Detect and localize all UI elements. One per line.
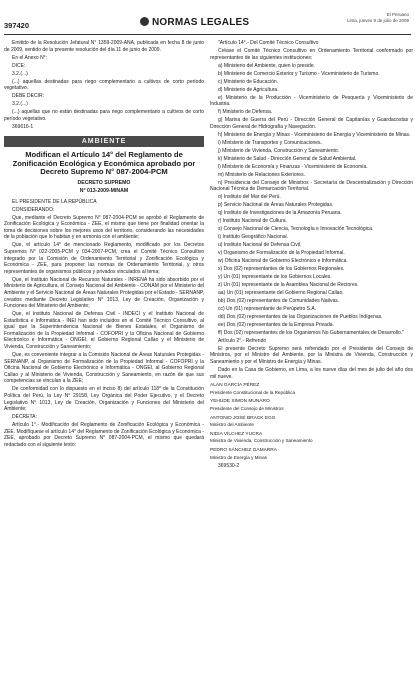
president-line: EL PRESIDENTE DE LA REPÚBLICA	[12, 198, 97, 205]
decree-label: DECRETO SUPREMO	[77, 180, 131, 187]
header-place: El Peruano	[386, 12, 409, 17]
intro-paragraph: 3.2.(...)	[12, 101, 28, 108]
body-paragraph: Que, es conveniente integrar a la Comisión Nacional de Áreas Naturales Protegidas - SERNANP, al Organismo de Formalización de la Propiedad Informal - COFOPRI y la Oficina Nacional de Gobierno Electrónico e Informática - ONGEI, al Gobierno Regional Callao y al Ministerio de Vivienda, Construcción y Saneamiento, en razón de que sus competencias se vinculan a la ZEE;	[4, 352, 204, 385]
page-number: 397420	[4, 21, 30, 30]
intro-paragraph: (...) aquellas destinadas para riego complementario a cultivos de corto período vegetativo.	[4, 78, 204, 92]
member-item: cc) Un (01) representante de Perúpetro S.A.	[218, 305, 317, 312]
signature	[210, 383, 413, 396]
publication-logo	[140, 17, 249, 28]
member-item: o) Instituto del Mar del Perú.	[218, 194, 281, 201]
article-2-heading: Artículo 2°.- Refrendo	[218, 337, 267, 344]
body-paragraph: De conformidad con lo dispuesto en el inciso 8) del artículo 118° de la Constitución Política del Perú, la Ley N° 29158, Ley Orgánica del Poder Ejecutivo, y el Decreto Legislativo N° 1013, Ley de Creación, Organización y Funciones del Ministerio del Ambiente;	[4, 386, 204, 413]
article-1: Artículo 1°.- Modificación del Reglamento de Zonificación Ecológica y Económica - ZEE. Modifíquese el artículo 14° del Reglamento de Zonificación Ecológica y Económica - ZEE, aprobado por Decreto Supremo N° 087-2004-PCM, el mismo que quedará redactado con el siguiente texto:	[4, 422, 204, 448]
document-code: 369530-2	[218, 463, 240, 470]
body-paragraph: Que, el artículo 14° de mencionado Reglamento, modificado por los Decretos Supremos N° 022-2005-PCM y 034-2007-PCM, crea el Comité Técnico Consultivo integrado por la Comisión de Ordenamiento Territorial y Zonificación Ecológica y Económica - ZEE, para proponer las normas de Ordenamiento Territorial, y otros representantes de organismos públicos y privados vinculados al tema;	[4, 242, 204, 275]
member-item: a) Ministerio del Ambiente, quien lo preside.	[218, 62, 315, 69]
signatory-charge: Ministro del Ambiente	[210, 422, 254, 428]
left-column	[4, 40, 204, 450]
intro-paragraph: En el Anexo N°:	[12, 54, 48, 61]
article-2-body: El presente Decreto Supremo será refrendado por el Presidente del Consejo de Ministros, por el Ministro del Ambiente, por la Ministra de Vivienda, Construcción y Saneamiento y por el Ministro de Energía y Minas.	[210, 345, 413, 366]
intro-code: 369616-1	[12, 123, 34, 130]
member-item: q) Instituto de Investigaciones de la Amazonía Peruana.	[218, 210, 342, 217]
intro-paragraph: Emitido de la Resolución Jefatural N° 1359-2009-ANA, publicada en fecha 8 de junio de 2009, sentido de la presente resolución del día 11 de junio de 2009.	[4, 40, 204, 53]
member-item: r) Instituto Nacional de Cultura.	[218, 218, 287, 225]
publication-name: NORMAS LEGALES	[152, 17, 250, 28]
intro-paragraph: 3.2.(...)	[12, 70, 28, 77]
member-item: i) Ministerio de Transportes y Comunicaciones.	[218, 139, 322, 146]
member-item: h) Ministerio de Energía y Minas - Viceministerio de Energía y Viceministerio de Minas.	[218, 131, 411, 138]
right-column	[210, 40, 413, 471]
header-rule	[4, 34, 411, 35]
member-item: aa) Un (01) representante del Gobierno Regional Callao.	[218, 289, 344, 296]
intro-paragraph: DICE:	[12, 62, 26, 69]
member-item: j) Ministerio de Vivienda, Construcción y Saneamiento.	[218, 147, 340, 154]
member-item: bb) Dos (02) representantes de Comunidades Nativas.	[218, 297, 340, 304]
member-item: ff) Dos (02) representantes de los Organismos No Gubernamentales de Desarrollo."	[218, 329, 404, 336]
member-item: e) Ministerio de la Producción - Viceministerio de Pesquería y Viceministerio de Industria.	[210, 94, 413, 108]
decree-number: N° 013-2009-MINAM	[79, 188, 129, 195]
member-item: f) Ministerio de Defensa.	[218, 109, 273, 116]
member-item: l) Ministerio de Economía y Finanzas - Viceministerio de Economía.	[218, 163, 368, 170]
member-item: z) Un (01) representante de la Asamblea Nacional de Rectores.	[218, 281, 359, 288]
member-item: b) Ministerio de Comercio Exterior y Turismo - Viceministerio de Turismo.	[218, 70, 380, 77]
member-item: dd) Dos (02) representantes de las Organizaciones de Pueblos Indígenas.	[218, 313, 383, 320]
member-item: v) Organismo de Formalización de la Propiedad Informal.	[218, 250, 345, 257]
header-date: Lima, jueves 9 de julio de 2009	[346, 18, 409, 23]
member-item: y) Un (01) representante de los Gobiernos Locales.	[218, 273, 332, 280]
signatory-charge: Presidente del Consejo de Ministros	[210, 405, 284, 411]
member-item: x) Dos (02) representantes de los Gobiernos Regionales.	[218, 265, 345, 272]
signatory-name: ANTONIO JOSÉ BRACK EGG	[210, 415, 276, 421]
page-header	[0, 0, 415, 40]
signature	[210, 416, 413, 429]
header-meta	[347, 12, 409, 24]
member-item: k) Ministerio de Salud - Dirección General de Salud Ambiental.	[218, 155, 357, 162]
member-item: p) Servicio Nacional de Áreas Naturales Protegidas.	[218, 202, 334, 209]
member-item: c) Ministerio de Educación.	[218, 78, 279, 85]
member-item: m) Ministerio de Relaciones Exteriores.	[218, 171, 305, 178]
signatory-charge: Presidente Constitucional de la República	[210, 389, 296, 395]
signatory-name: PEDRO SÁNCHEZ GAMARRA	[210, 447, 277, 453]
intro-paragraph: DEBE DECIR:	[12, 93, 44, 100]
signature	[210, 399, 413, 412]
article-14-body: Créase el Comité Técnico Consultivo en Ordenamiento Territorial conformado por representantes de las siguientes instituciones:	[210, 47, 413, 61]
section-banner: AMBIENTE	[4, 136, 204, 147]
signatory-charge: Ministra de Vivienda, Construcción y Saneamiento	[210, 438, 313, 444]
article-14-heading: "Artículo 14°.- Del Comité Técnico Consultivo	[218, 40, 319, 46]
signatory-name: YEHUDE SIMON MUNARO	[210, 399, 270, 405]
member-item: u) Instituto Nacional de Defensa Civil.	[218, 242, 302, 249]
member-item: t) Instituto Geográfico Nacional.	[218, 234, 289, 241]
signature-block	[210, 383, 413, 461]
intro-paragraph: (...) aquellas que no están destinadas para riego complementario a cultivos de corto período vegetativo.	[4, 109, 204, 122]
member-item: d) Ministerio de Agricultura.	[218, 86, 279, 93]
member-item: w) Oficina Nacional de Gobierno Electrónico e Informática.	[218, 258, 348, 264]
signatory-name: NIDIA VÍLCHEZ YUCRA	[210, 431, 263, 437]
signature	[210, 432, 413, 445]
signatory-charge: Ministro de Energía y Minas	[210, 454, 267, 460]
member-item: s) Consejo Nacional de Ciencia, Tecnología e Innovación Tecnológica.	[218, 226, 374, 233]
signature	[210, 448, 413, 461]
member-item: n) Presidencia del Consejo de Ministros - Secretaría de Descentralización y Dirección Nacional Técnica de Demarcación Territorial.	[210, 179, 413, 193]
signatory-name: ALAN GARCÍA PÉREZ	[210, 383, 260, 389]
member-item: g) Marina de Guerra del Perú - Dirección General de Capitanías y Guardacostas y Dirección General de Hidrografía y Navegación.	[210, 117, 413, 130]
decreta-label: DECRETA:	[12, 414, 37, 421]
body-paragraph: Que, el Instituto Nacional de Recursos Naturales - INRENA ha sido absorbido por el Ministerio de Agricultura, el Consejo Nacional del Ambiente - CONAM por el Ministerio del Ambiente y el Servicio Nacional de Áreas Naturales Protegidas por el Estado - SERNANP, creados mediante Decreto Legislativo N° 1013, Ley de Creación, Organización y Funciones del Ministerio del Ambiente;	[4, 276, 205, 310]
decree-title: Modifican el Artículo 14° del Reglamento de Zonificación Ecológica y Económica aprobado por Decreto Supremo N° 087-2004-PCM	[12, 150, 196, 177]
newspaper-emblem-icon	[140, 17, 149, 26]
member-item: ee) Dos (02) representantes de la Empresa Privada.	[218, 321, 334, 328]
body-paragraph: Que, mediante el Decreto Supremo N° 087-2004-PCM se aprobó el Reglamento de Zonificación Ecológica y Económica - ZEE, el mismo que tiene por finalidad orientar la toma de decisiones sobre los mejores usos del territorio, considerando las necesidades de la población que lo habitan y en armonía con el ambiente;	[4, 214, 204, 241]
considerando-label: CONSIDERANDO:	[12, 206, 55, 213]
given-line: Dado en la Casa de Gobierno, en Lima, a los nueve días del mes de julio del año dos mil nueve.	[210, 367, 413, 380]
member-list	[210, 63, 413, 337]
body-paragraph: Que, el Instituto Nacional de Defensa Civil - INDECI y el Instituto Nacional de Estadística e Informática - INEI han sido incluidos en el Comité Técnico Consultivo, al igual que la Superintendencia Nacional de Bienes Estatales, el Organismo de Formalización de la Propiedad Informal - COFOPRI y la Oficina Nacional de Gobierno Electrónico e Informática - ONGEI, el Gobierno Regional Callao y el Ministerio de Vivienda, Construcción y Saneamiento;	[4, 311, 204, 351]
